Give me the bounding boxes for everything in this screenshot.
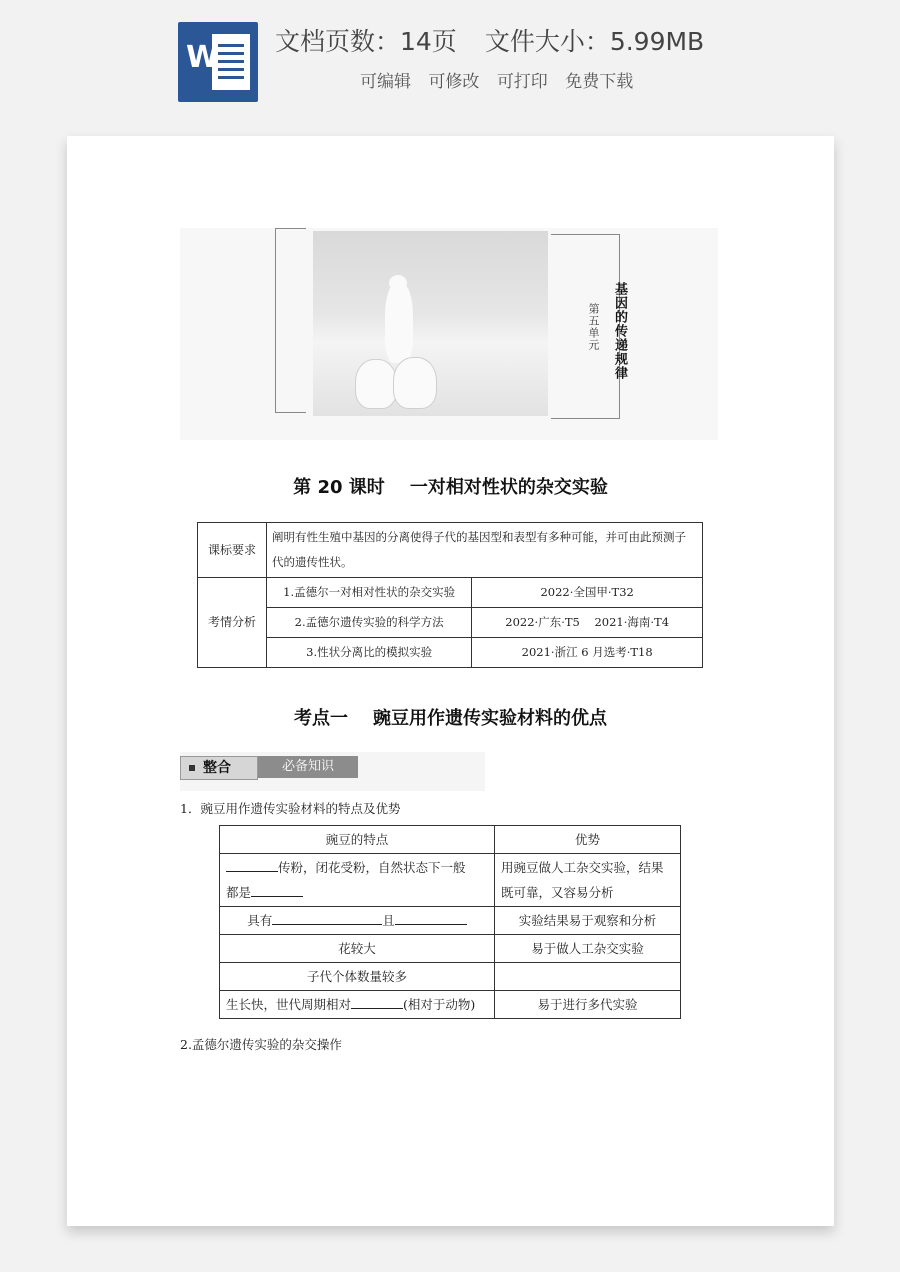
unit-cover — [180, 228, 718, 440]
square-bullet-icon — [189, 765, 195, 771]
file-size: 文件大小：5.99MB — [484, 27, 705, 56]
analysis-topic: 3.性状分离比的模拟实验 — [267, 638, 472, 668]
word-document-icon — [178, 22, 258, 102]
requirement-label: 课标要求 — [198, 523, 267, 578]
point-2-heading: 2.孟德尔遗传实验的杂交操作 — [180, 1037, 342, 1052]
feature-printable: 可打印 — [496, 72, 548, 92]
analysis-topic: 1.孟德尔一对相对性状的杂交实验 — [267, 578, 472, 608]
cover-frame-left — [275, 228, 306, 413]
column-header-feature: 豌豆的特点 — [220, 826, 495, 854]
analysis-source: 2022·全国甲·T32 — [472, 578, 703, 608]
document-page — [67, 136, 834, 1226]
feature-text: 都是 — [226, 885, 252, 900]
polar-bear-photo — [313, 231, 548, 416]
feature-text: 传粉，闭花受粉，自然状态下一般 — [278, 860, 466, 875]
section-tag-bar — [180, 752, 485, 791]
feature-cell — [220, 907, 495, 935]
tag-integrate — [180, 756, 258, 780]
tag-essential-knowledge: 必备知识 — [258, 756, 358, 778]
feature-cell: 子代个体数量较多 — [220, 963, 495, 991]
word-icon-letter: W — [186, 40, 220, 75]
unit-number: 第五单元 — [587, 303, 600, 351]
feature-editable: 可编辑 — [360, 72, 411, 92]
feature-cell — [220, 854, 495, 907]
advantage-cell: 用豌豆做人工杂交实验，结果既可靠，又容易分析 — [495, 854, 681, 907]
analysis-source: 2022·广东·T5 2021·海南·T4 — [472, 608, 703, 638]
analysis-label: 考情分析 — [198, 578, 267, 668]
page-count: 文档页数：14页 — [275, 27, 457, 56]
feature-text: 具有 — [247, 913, 273, 928]
analysis-source: 2021·浙江 6 月选考·T18 — [472, 638, 703, 668]
feature-free-download[interactable]: 免费下载 — [565, 72, 634, 92]
fill-blank — [395, 910, 467, 925]
requirement-text: 阐明有性生殖中基因的分离使得子代的基因型和表型有多种可能，并可由此预测子代的遗传性状。 — [267, 523, 703, 578]
advantage-cell: 易于进行多代实验 — [495, 991, 681, 1019]
point-1-heading: 1．豌豆用作遗传实验材料的特点及优势 — [180, 801, 401, 816]
fill-blank — [226, 857, 278, 872]
feature-text: 生长快，世代周期相对 — [226, 997, 352, 1012]
advantage-cell: 实验结果易于观察和分析 — [495, 907, 681, 935]
curriculum-table — [197, 522, 703, 668]
feature-text: 且 — [382, 913, 395, 928]
fill-blank — [272, 910, 382, 925]
fill-blank — [351, 994, 403, 1009]
advantage-cell: 易于做人工杂交实验 — [495, 935, 681, 963]
unit-title: 基因的传递规律 — [612, 282, 627, 380]
download-banner — [0, 0, 900, 118]
feature-modifiable: 可修改 — [428, 72, 480, 92]
fill-blank — [251, 882, 303, 897]
pea-features-table — [219, 825, 681, 1019]
document-features — [360, 67, 633, 92]
section-title: 考点一 豌豆用作遗传实验材料的优点 — [293, 708, 608, 729]
feature-cell — [220, 991, 495, 1019]
lesson-title: 第 20 课时 一对相对性状的杂交实验 — [293, 477, 608, 498]
feature-cell: 花较大 — [220, 935, 495, 963]
advantage-cell — [495, 963, 681, 991]
tag-integrate-label: 整合 — [203, 760, 231, 776]
document-info — [275, 22, 704, 58]
column-header-advantage: 优势 — [495, 826, 681, 854]
feature-text: (相对于动物) — [403, 997, 476, 1012]
analysis-topic: 2.孟德尔遗传实验的科学方法 — [267, 608, 472, 638]
